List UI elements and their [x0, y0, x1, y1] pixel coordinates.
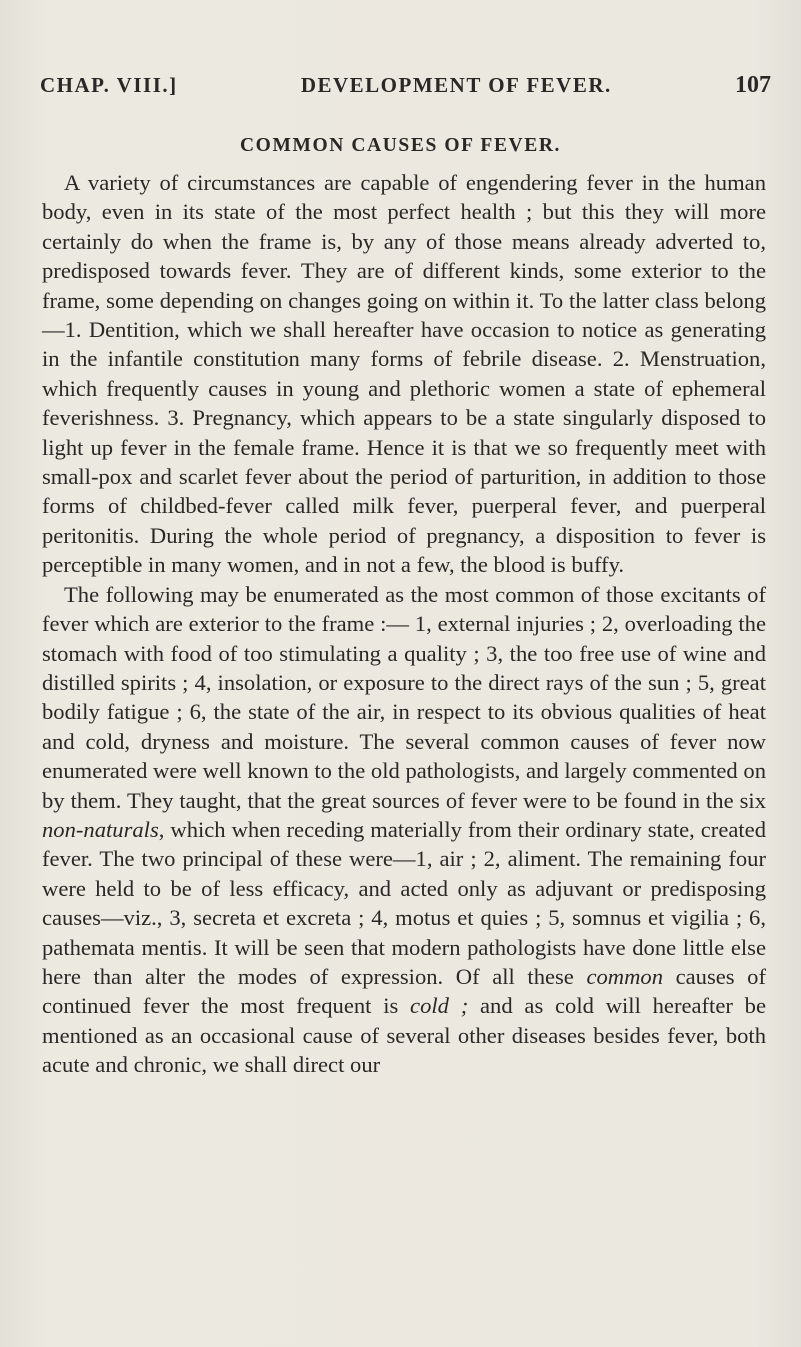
page-number: 107: [734, 72, 771, 98]
italic-text: cold ;: [410, 993, 469, 1019]
running-head: [40, 72, 771, 99]
text-run: A variety of circumstances are capable of engendering fever in the human body, even in its state of the most perfect health ; but this they will more certainly do when the frame is, by any of those means already adverted to, predisposed towards fever. They are of different kinds, some exterior to the frame, some depending on changes going on within it. To the latter class belong—1. Dentition, which we shall hereafter have occasion to notice as generating in the infantile constitution many forms of febrile disease. 2. Menstruation, which frequently causes in young and plethoric women a state of ephemeral feverishness. 3. Pregnancy, which appears to be a state singularly disposed to light up fever in the female frame. Hence it is that we so frequently meet with small-pox and scarlet fever about the period of parturition, in addition to those forms of childbed-fever called milk fever, puerperal fever, and puerperal peritonitis. During the whole period of pregnancy, a disposition to fever is perceptible in many women, and in not a few, the blood is buffy.: [42, 170, 766, 578]
text-run: causes of continued fever the most frequent is: [42, 963, 766, 1019]
running-title: DEVELOPMENT OF FEVER.: [300, 73, 612, 97]
italic-text: non-naturals: [42, 816, 159, 842]
text-run: and as cold will hereafter be mentioned as an occasional cause of several other diseases besides fever, both acute and chronic, we shall direct our: [42, 993, 766, 1078]
paragraph: [42, 168, 766, 580]
text-run: , which when receding materially from their ordinary state, created fever. The two principal of these were—1, air ; 2, aliment. The remaining four were held to be of less efficacy, and acted only as adjuvant or predisposing causes—viz., 3, secreta et excreta ; 4, motus et quies ; 5, somnus et vigilia ; 6, pathemata mentis. It will be seen that modern pathologists have done little else here than alter the modes of expression. Of all these: [42, 816, 766, 989]
italic-text: common: [586, 963, 663, 989]
paragraph: [42, 580, 766, 1080]
chapter-label: CHAP. VIII.]: [40, 73, 178, 97]
body-text: [42, 168, 766, 1080]
section-title: COMMON CAUSES OF FEVER.: [240, 135, 561, 156]
text-run: The following may be enumerated as the most common of those excitants of fever which are exterior to the frame :— 1, external injuries ; 2, overloading the stomach with food of too stimulating a quality ; 3, the too free use of wine and distilled spirits ; 4, insolation, or exposure to the direct rays of the sun ; 5, great bodily fatigue ; 6, the state of the air, in respect to its obvious qualities of heat and cold, dryness and moisture. The several common causes of fever now enumerated were well known to the old pathologists, and largely commented on by them. They taught, that the great sources of fever were to be found in the six: [42, 581, 766, 813]
